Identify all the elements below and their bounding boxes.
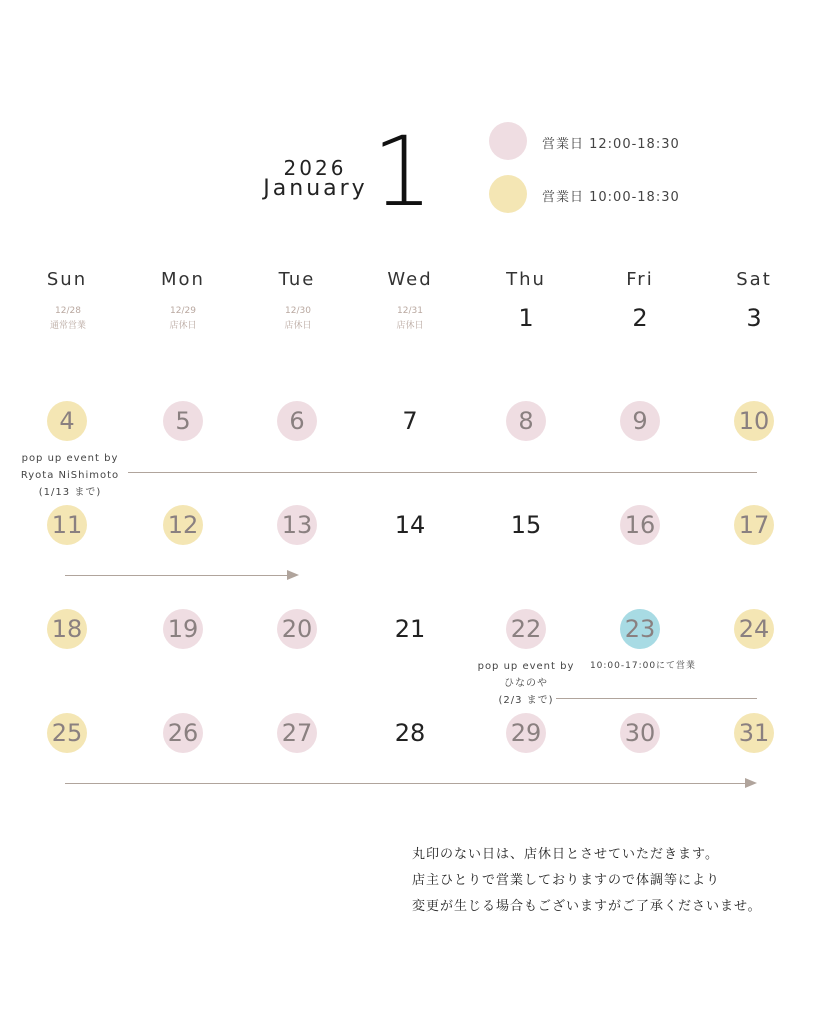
prev-note: 通常営業 (49, 321, 86, 331)
day-5: 5 (163, 401, 203, 441)
legend-yellow-dot (489, 175, 527, 213)
prev-day-12-28 (28, 304, 108, 334)
day-18: 18 (47, 609, 87, 649)
day-19: 19 (163, 609, 203, 649)
prev-date: 12/31 (397, 306, 423, 316)
day-24: 24 (734, 609, 774, 649)
day-16: 16 (620, 505, 660, 545)
day-21: 21 (394, 615, 426, 643)
month-name: January (263, 176, 368, 201)
day-22: 22 (506, 609, 546, 649)
weekday-wed: Wed (387, 269, 433, 290)
event1-note (14, 450, 126, 501)
day-12: 12 (163, 505, 203, 545)
prev-note: 店休日 (284, 321, 312, 331)
day-29: 29 (506, 713, 546, 753)
footer-line3: 変更が生じる場合もございますがご了承くださいませ。 (412, 899, 762, 914)
day-31: 31 (734, 713, 774, 753)
event1-line-week2 (128, 472, 757, 473)
prev-day-12-31 (370, 304, 450, 334)
day-14: 14 (394, 511, 426, 539)
event2-line-week5 (65, 783, 745, 784)
event2-note (470, 658, 582, 709)
day-2: 2 (632, 304, 648, 332)
event1-line2: Ryota NiShimoto (20, 470, 120, 481)
day-6: 6 (277, 401, 317, 441)
day-7: 7 (402, 407, 418, 435)
day-17: 17 (734, 505, 774, 545)
event1-line1: pop up event by (21, 453, 119, 464)
prev-note: 店休日 (169, 321, 197, 331)
day-11: 11 (47, 505, 87, 545)
day-3: 3 (746, 304, 762, 332)
day-23: 23 (620, 609, 660, 649)
day-25: 25 (47, 713, 87, 753)
weekday-sun: Sun (46, 269, 88, 290)
legend-pink-dot (489, 122, 527, 160)
prev-day-12-29 (143, 304, 223, 334)
event2-line1: pop up event by (477, 661, 575, 672)
event2-line2: ひなのや (504, 678, 548, 689)
day-4: 4 (47, 401, 87, 441)
weekday-fri: Fri (626, 269, 654, 290)
footer-line1: 丸印のない日は、店休日とさせていただきます。 (412, 847, 719, 862)
prev-note: 店休日 (396, 321, 424, 331)
prev-date: 12/30 (285, 306, 311, 316)
day-10: 10 (734, 401, 774, 441)
day-26: 26 (163, 713, 203, 753)
day23-hours-note: 10:00-17:00にて営業 (589, 661, 697, 671)
prev-day-12-30 (258, 304, 338, 334)
event1-line3: (1/13 まで) (38, 487, 102, 498)
footer-line2: 店主ひとりで営業しておりますので体調等により (412, 873, 721, 888)
day-1: 1 (518, 304, 534, 332)
event1-arrow-icon (287, 570, 299, 580)
day-9: 9 (620, 401, 660, 441)
weekday-sat: Sat (736, 269, 772, 290)
legend-yellow-text: 営業日 10:00-18:30 (542, 190, 680, 205)
month-number: 1 (372, 116, 434, 228)
prev-date: 12/28 (55, 306, 81, 316)
day-20: 20 (277, 609, 317, 649)
prev-date: 12/29 (170, 306, 196, 316)
day-27: 27 (277, 713, 317, 753)
legend-pink-text: 営業日 12:00-18:30 (542, 137, 680, 152)
weekday-mon: Mon (161, 269, 205, 290)
event2-line3: (2/3 まで) (498, 695, 554, 706)
event1-line-week3 (65, 575, 287, 576)
weekday-tue: Tue (278, 269, 316, 290)
day-15: 15 (510, 511, 542, 539)
day-28: 28 (394, 719, 426, 747)
event2-arrow-icon (745, 778, 757, 788)
weekday-thu: Thu (506, 269, 546, 290)
day-30: 30 (620, 713, 660, 753)
year-label: 2026 (283, 156, 347, 180)
day-13: 13 (277, 505, 317, 545)
event2-line-week4 (556, 698, 757, 699)
day-8: 8 (506, 401, 546, 441)
